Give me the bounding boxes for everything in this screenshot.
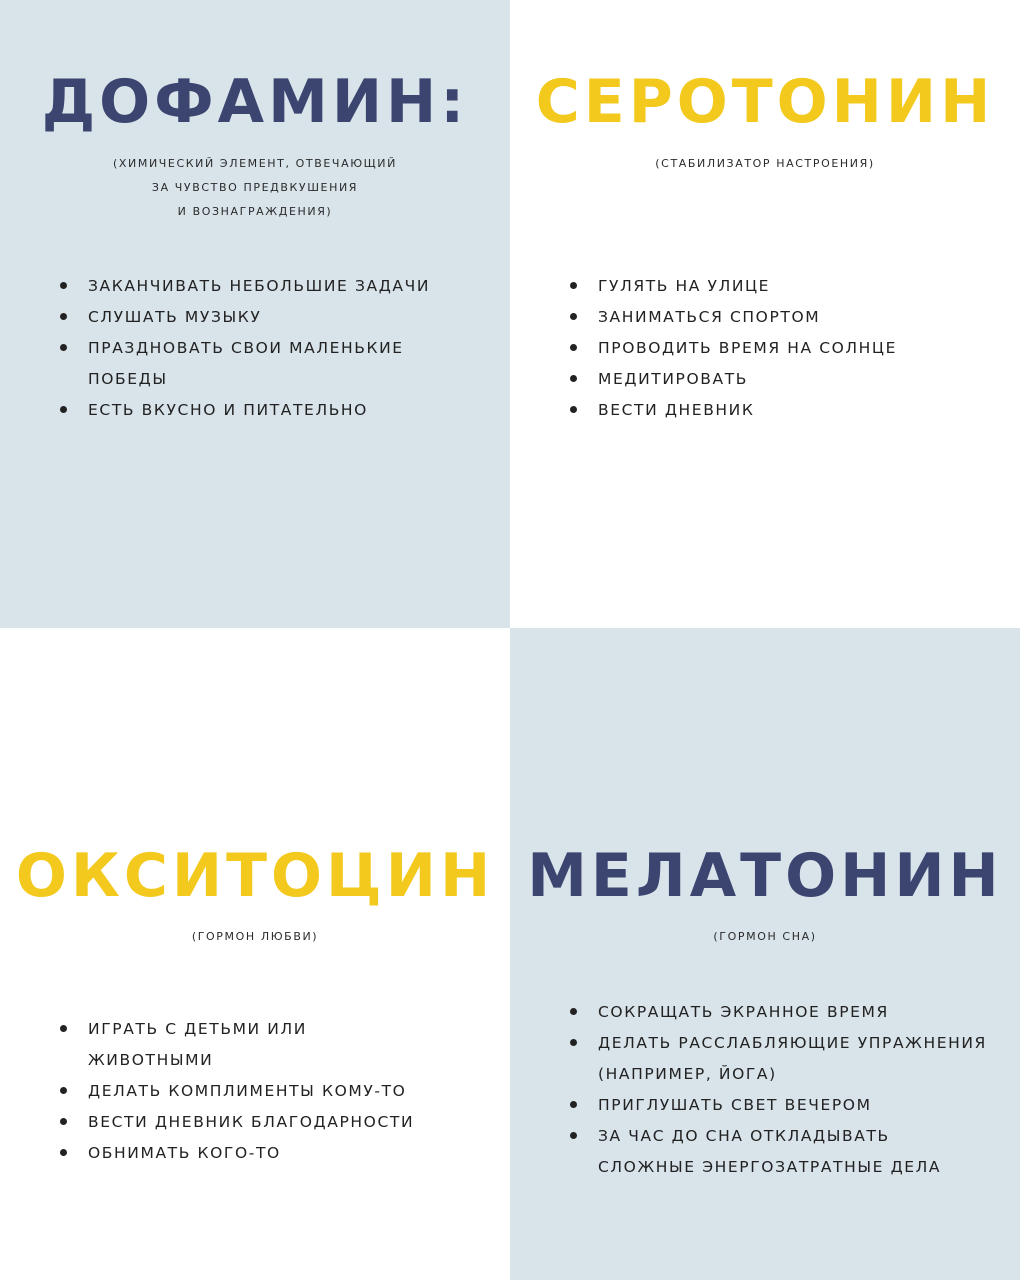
list-item: [568, 395, 1008, 426]
bullet-icon: [570, 406, 577, 413]
bullet-icon: [570, 282, 577, 289]
bullet-icon: [570, 1039, 577, 1046]
list-item-text: ЗА ЧАС ДО СНА ОТКЛАДЫВАТЬ СЛОЖНЫЕ ЭНЕРГОЗАТРАТНЫЕ ДЕЛА: [598, 1127, 942, 1176]
bullet-icon: [60, 282, 67, 289]
list-item-text: ГУЛЯТЬ НА УЛИЦЕ: [598, 277, 771, 295]
dopamine-list: [58, 271, 488, 426]
list-item: [58, 1107, 488, 1138]
melatonin-panel: [510, 628, 1020, 1280]
oxytocin-panel: [0, 628, 510, 1280]
bullet-icon: [570, 1132, 577, 1139]
list-item: [568, 302, 1008, 333]
list-item-text: ВЕСТИ ДНЕВНИК БЛАГОДАРНОСТИ: [88, 1113, 415, 1131]
melatonin-list: [568, 997, 988, 1183]
oxytocin-title: ОКСИТОЦИН: [15, 841, 495, 911]
list-item: [568, 1121, 958, 1183]
list-item: [568, 333, 1008, 364]
list-item: [568, 364, 1008, 395]
bullet-icon: [570, 344, 577, 351]
dopamine-panel: [0, 0, 510, 628]
bullet-icon: [570, 1008, 577, 1015]
list-item: [58, 333, 458, 395]
oxytocin-subtitle: (ГОРМОН ЛЮБВИ): [191, 930, 319, 943]
list-item-text: ОБНИМАТЬ КОГО-ТО: [88, 1144, 281, 1162]
bullet-icon: [60, 1025, 67, 1032]
bullet-icon: [60, 1149, 67, 1156]
oxytocin-list: [58, 1014, 488, 1169]
bullet-icon: [570, 375, 577, 382]
list-item-text: ДЕЛАТЬ КОМПЛИМЕНТЫ КОМУ-ТО: [88, 1082, 407, 1100]
bullet-icon: [570, 1101, 577, 1108]
list-item-text: ДЕЛАТЬ РАССЛАБЛЯЮЩИЕ УПРАЖНЕНИЯ (НАПРИМЕР, ЙОГА): [598, 1034, 987, 1083]
list-item-text: ПРОВОДИТЬ ВРЕМЯ НА СОЛНЦЕ: [598, 339, 897, 357]
list-item-text: ПРИГЛУШАТЬ СВЕТ ВЕЧЕРОМ: [598, 1096, 872, 1114]
list-item-text: СЛУШАТЬ МУЗЫКУ: [88, 308, 262, 326]
bullet-icon: [60, 1118, 67, 1125]
dopamine-subtitle-line-2: ЗА ЧУВСТВО ПРЕДВКУШЕНИЯ: [151, 181, 359, 194]
list-item-text: СОКРАЩАТЬ ЭКРАННОЕ ВРЕМЯ: [598, 1003, 889, 1021]
dopamine-subtitle-line-3: И ВОЗНАГРАЖДЕНИЯ): [177, 205, 333, 218]
list-item: [568, 997, 988, 1028]
list-item-text: ЗАКАНЧИВАТЬ НЕБОЛЬШИЕ ЗАДАЧИ: [88, 277, 431, 295]
dopamine-subtitle-line-1: (ХИМИЧЕСКИЙ ЭЛЕМЕНТ, ОТВЕЧАЮЩИЙ: [113, 157, 397, 170]
list-item: [58, 1014, 388, 1076]
list-item: [58, 302, 488, 333]
list-item-text: ВЕСТИ ДНЕВНИК: [598, 401, 755, 419]
bullet-icon: [570, 313, 577, 320]
list-item-text: ЕСТЬ ВКУСНО И ПИТАТЕЛЬНО: [88, 401, 368, 419]
melatonin-title: МЕЛАТОНИН: [527, 841, 1003, 911]
dopamine-title: ДОФАМИН:: [41, 67, 469, 137]
list-item: [58, 395, 488, 426]
list-item-text: ПРАЗДНОВАТЬ СВОИ МАЛЕНЬКИЕ ПОБЕДЫ: [88, 339, 404, 388]
serotonin-subtitle: (СТАБИЛИЗАТОР НАСТРОЕНИЯ): [655, 157, 875, 170]
bullet-icon: [60, 406, 67, 413]
bullet-icon: [60, 344, 67, 351]
list-item: [58, 1138, 488, 1169]
list-item: [568, 1028, 1018, 1090]
list-item-text: ЗАНИМАТЬСЯ СПОРТОМ: [598, 308, 821, 326]
list-item: [58, 1076, 488, 1107]
serotonin-title: СЕРОТОНИН: [535, 67, 995, 137]
list-item-text: МЕДИТИРОВАТЬ: [598, 370, 749, 388]
list-item: [568, 1090, 988, 1121]
melatonin-subtitle: (ГОРМОН СНА): [713, 930, 817, 943]
list-item: [568, 271, 1008, 302]
list-item: [58, 271, 488, 302]
serotonin-list: [568, 271, 1008, 426]
bullet-icon: [60, 1087, 67, 1094]
list-item-text: ИГРАТЬ С ДЕТЬМИ ИЛИ ЖИВОТНЫМИ: [88, 1020, 307, 1069]
serotonin-panel: [510, 0, 1020, 628]
bullet-icon: [60, 313, 67, 320]
